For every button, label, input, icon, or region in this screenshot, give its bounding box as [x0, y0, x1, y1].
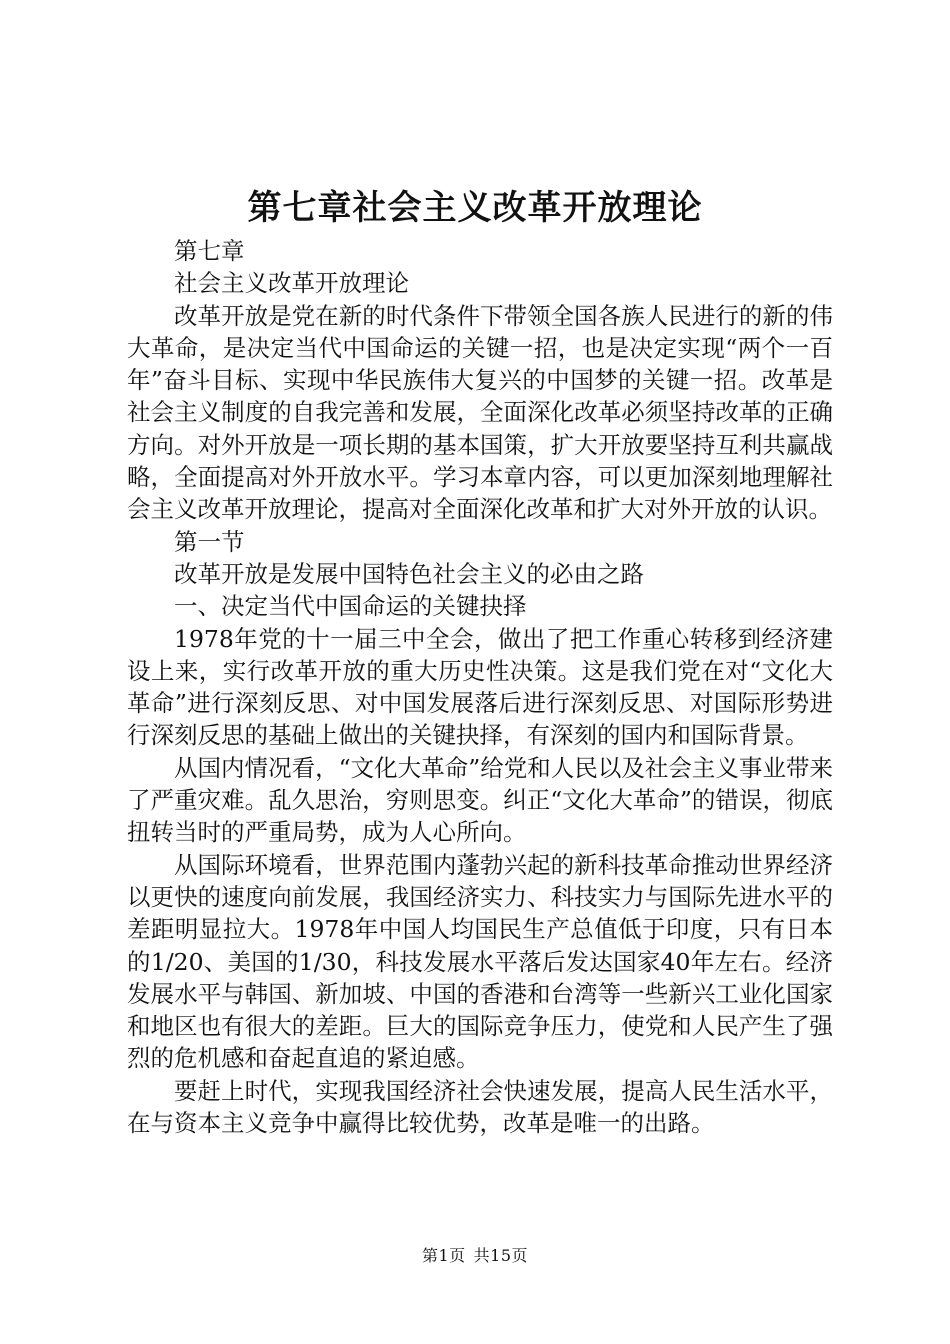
- section-title: 改革开放是发展中国特色社会主义的必由之路: [174, 559, 644, 588]
- body-paragraph: 1978年党的十一届三中全会，做出了把工作重心转移到经济建设上来，实行改革开放的重大历史性决策。这是我们党在对“文化大革命”进行深刻反思、对中国发展落后进行深刻反思、对国际形势进行深刻反思的基础上做出的关键抉择，有深刻的国内和国际背景。: [127, 624, 833, 750]
- document-title: 第七章社会主义改革开放理论: [247, 188, 703, 228]
- chapter-number: 第七章: [174, 237, 245, 265]
- subsection-heading: 一、决定当代中国命运的关键抉择: [174, 592, 527, 621]
- page-footer: [0, 1244, 950, 1268]
- page-number: 第1页: [421, 1246, 466, 1265]
- chapter-intro-paragraph: 改革开放是党在新的时代条件下带领全国各族人民进行的新的伟大革命，是决定当代中国命运的关键一招，也是决定实现“两个一百年”奋斗目标、实现中华民族伟大复兴的中国梦的关键一招。改革是社会主义制度的自我完善和发展，全面深化改革必须坚持改革的正确方向。对外开放是一项长期的基本国策，扩大开放要坚持互利共赢战略，全面提高对外开放水平。学习本章内容，可以更加深刻地理解社会主义改革开放理论，提高对全面深化改革和扩大对外开放的认识。: [127, 301, 833, 524]
- body-paragraph: 从国际环境看，世界范围内蓬勃兴起的新科技革命推动世界经济以更快的速度向前发展，我国经济实力、科技实力与国际先进水平的差距明显拉大。1978年中国人均国民生产总值低于印度，只有日本的1/20、美国的1/30，科技发展水平落后发达国家40年左右。经济发展水平与韩国、新加坡、中国的香港和台湾等一些新兴工业化国家和地区也有很大的差距。巨大的国际竞争压力，使党和人民产生了强烈的危机感和奋起直追的紧迫感。: [127, 850, 833, 1073]
- body-paragraph: 要赶上时代，实现我国经济社会快速发展，提高人民生活水平，在与资本主义竞争中赢得比较优势，改革是唯一的出路。: [127, 1076, 833, 1138]
- body-paragraph: 从国内情况看，“文化大革命”给党和人民以及社会主义事业带来了严重灾难。乱久思治，穷则思变。纠正“文化大革命”的错误，彻底扭转当时的严重局势，成为人心所向。: [127, 753, 833, 847]
- chapter-title: 社会主义改革开放理论: [174, 269, 409, 298]
- section-number: 第一节: [174, 527, 245, 556]
- page-total: 共15页: [473, 1246, 529, 1265]
- document-body: [127, 235, 833, 1139]
